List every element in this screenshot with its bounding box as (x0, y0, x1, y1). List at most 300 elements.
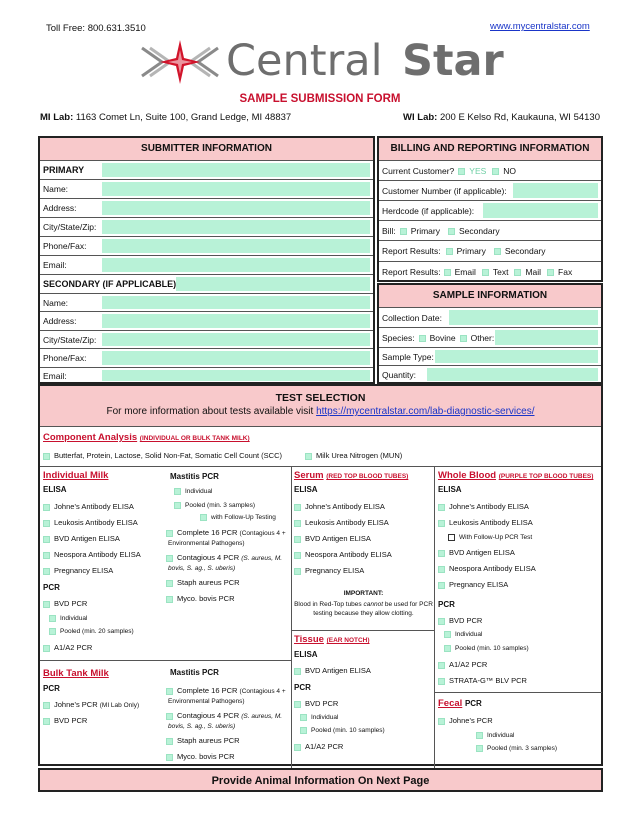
test-selection-header (40, 386, 601, 426)
ind-contagious4-checkbox[interactable] (166, 555, 173, 562)
component-a-label: Butterfat, Protein, Lactose, Solid Non-Fat, Somatic Cell Count (SCC) (54, 451, 283, 460)
ind-bvd-antigen[interactable] (43, 534, 120, 543)
bulk-staph-checkbox[interactable] (166, 738, 173, 745)
whole-pregnancy-checkbox[interactable] (438, 582, 445, 589)
whole-johnes-label: Johne’s Antibody ELISA (449, 502, 529, 511)
primary-name-label: Name: (43, 184, 69, 194)
test-info-text: For more information about tests available visit (106, 406, 314, 417)
bovine-option[interactable] (419, 333, 456, 343)
report-email-label: Email (454, 266, 476, 277)
bovine-checkbox[interactable] (419, 335, 426, 342)
fecal-individual-label: Individual (487, 732, 515, 740)
serum-important-b: be used for (384, 601, 418, 608)
logo-text-light: Central (226, 36, 383, 86)
primary-city-label: City/State/Zip: (43, 222, 97, 232)
mastitis-pooled-checkbox[interactable] (174, 502, 181, 509)
report-email-option[interactable] (444, 267, 476, 277)
serum-elisa-label: ELISA (294, 485, 318, 494)
ind-bvd-individual-label: Individual (60, 615, 88, 623)
tissue-bvd-antigen[interactable] (294, 666, 371, 675)
ind-pcr-label: PCR (43, 583, 60, 592)
serum-title-sub: (RED TOP BLOOD TUBES) (326, 473, 409, 480)
serum-important: IMPORTANT: (343, 590, 384, 597)
ind-a1a2[interactable] (43, 643, 92, 652)
secondary-address-row (40, 311, 373, 330)
species-row (379, 327, 601, 347)
ind-bvd-pcr-label: BVD PCR (54, 599, 88, 608)
ind-complete16-checkbox[interactable] (166, 530, 173, 537)
primary-fill (102, 163, 370, 177)
whole-blood-title-sub: (PURPLE TOP BLOOD TUBES) (498, 473, 594, 480)
other-option[interactable] (460, 333, 495, 343)
bill-primary-label: Primary (410, 225, 440, 236)
ind-bvd-pooled-checkbox[interactable] (49, 628, 56, 635)
primary-name-row (40, 179, 373, 198)
bulk-myco[interactable] (166, 752, 235, 761)
bulk-myco-checkbox[interactable] (166, 754, 173, 761)
serum-important-a: Blood in Red-Top tubes (294, 601, 362, 608)
bovine-label: Bovine (429, 332, 456, 343)
collection-date-label: Collection Date: (382, 312, 443, 323)
whole-bvd-pcr-label: BVD PCR (449, 616, 483, 625)
whole-a1a2-label: A1/A2 PCR (449, 660, 488, 669)
serum-title-text: Serum (294, 470, 324, 481)
serum-leukosis-label: Leukosis Antibody ELISA (305, 518, 389, 527)
report-mail-checkbox[interactable] (514, 269, 521, 276)
mastitis-pooled[interactable] (174, 502, 255, 509)
bulk-johnes-pcr[interactable] (43, 700, 139, 709)
tissue-bvd-pcr-label: BVD PCR (305, 699, 339, 708)
mastitis-followup-label: with Follow-Up Testing (211, 514, 276, 522)
no-option[interactable] (492, 166, 516, 176)
tissue-individual[interactable] (300, 714, 338, 721)
fecal-johnes[interactable] (438, 716, 493, 725)
row-divider-left (40, 660, 291, 661)
serum-leukosis-checkbox[interactable] (294, 520, 301, 527)
report-text-label: Text (492, 266, 509, 277)
current-customer-row (379, 160, 601, 180)
test-selection-section (38, 384, 603, 766)
secondary-phone-label: Phone/Fax: (43, 353, 87, 363)
serum-pregnancy-checkbox[interactable] (294, 568, 301, 575)
report-results-label-2: Report Results: (382, 266, 441, 277)
secondary-row (40, 274, 373, 293)
ind-pregnancy-label: Pregnancy ELISA (54, 566, 114, 575)
other-label: Other: (470, 332, 495, 343)
ind-bvd-pcr-checkbox[interactable] (43, 601, 50, 608)
ind-bvd-antigen-label: BVD Antigen ELISA (54, 534, 120, 543)
serum-title (294, 470, 408, 481)
component-b-label: Milk Urea Nitrogen (MUN) (316, 451, 403, 460)
secondary-address-label: Address: (43, 316, 77, 326)
customer-number-label: Customer Number (if applicable): (382, 185, 507, 196)
component-b-checkbox[interactable] (305, 453, 312, 460)
bulk-complete16[interactable] (166, 686, 286, 695)
yes-option[interactable] (458, 166, 486, 176)
secondary-email-row (40, 367, 373, 383)
serum-johnes-checkbox[interactable] (294, 504, 301, 511)
logo-mark-icon (140, 38, 220, 86)
primary-phone-row (40, 236, 373, 255)
whole-neospora-label: Neospora Antibody ELISA (449, 564, 536, 573)
test-info-line (40, 406, 601, 417)
serum-important-c: PCR testing because they allow clotting. (313, 601, 433, 617)
primary-label: PRIMARY (43, 165, 85, 175)
ind-bvd-pcr[interactable] (43, 599, 87, 608)
whole-followup-checkbox[interactable] (448, 534, 455, 541)
whole-leukosis-label: Leukosis Antibody ELISA (449, 518, 533, 527)
ind-myco-checkbox[interactable] (166, 596, 173, 603)
whole-pregnancy-label: Pregnancy ELISA (449, 580, 509, 589)
report-text-option[interactable] (482, 267, 509, 277)
whole-strata[interactable] (438, 676, 527, 685)
tissue-elisa-label: ELISA (294, 650, 318, 659)
ind-neospora-label: Neospora Antibody ELISA (54, 550, 141, 559)
secondary-address-field[interactable] (102, 314, 370, 328)
form-title: SAMPLE SUBMISSION FORM (239, 93, 401, 105)
mastitis-individual-label: Individual (185, 488, 213, 496)
mastitis-followup[interactable] (200, 514, 276, 521)
whole-individual[interactable] (444, 631, 482, 638)
serum-bvd-antigen-label: BVD Antigen ELISA (305, 534, 371, 543)
secondary-city-row (40, 330, 373, 348)
whole-pooled[interactable] (444, 645, 529, 652)
tissue-a1a2-label: A1/A2 PCR (305, 742, 344, 751)
fecal-individual[interactable] (476, 732, 514, 739)
tissue-bvd-pcr-checkbox[interactable] (294, 701, 301, 708)
bill-label: Bill: (382, 225, 396, 236)
report-fax-label: Fax (558, 266, 573, 277)
other-checkbox[interactable] (460, 335, 467, 342)
bulk-pcr-label: PCR (43, 684, 60, 693)
serum-bvd-antigen[interactable] (294, 534, 371, 543)
secondary-name-field[interactable] (102, 296, 370, 309)
component-title-text: Component Analysis (43, 432, 138, 443)
whole-pooled-label: Pooled (min. 10 samples) (455, 645, 529, 653)
bulk-tank-title: Bulk Tank Milk (43, 668, 109, 679)
sample-type-label: Sample Type: (382, 351, 434, 362)
whole-johnes[interactable] (438, 502, 529, 511)
yes-checkbox[interactable] (458, 168, 465, 175)
mi-lab-address: 1163 Comet Ln, Suite 100, Grand Ledge, MI 48837 (75, 112, 292, 123)
ind-bvd-individual[interactable] (49, 615, 87, 622)
bulk-contagious4-sub2: bovis, S. ag., S. uberis) (168, 723, 236, 730)
website-link[interactable]: www.mycentralstar.com (490, 21, 590, 32)
primary-city-row (40, 217, 373, 236)
whole-followup-label: With Follow-Up PCR Test (459, 534, 533, 542)
collection-date-field[interactable] (449, 310, 598, 325)
report-primary-option[interactable] (446, 246, 486, 256)
component-title-sub: (INDIVIDUAL OR BULK TANK MILK) (139, 435, 250, 442)
ind-staph-label: Staph aureus PCR (177, 578, 240, 587)
secondary-phone-row (40, 348, 373, 367)
primary-name-field[interactable] (102, 182, 370, 196)
whole-leukosis-checkbox[interactable] (438, 520, 445, 527)
mi-lab-label: MI Lab: (40, 112, 74, 123)
report-secondary-checkbox[interactable] (494, 248, 501, 255)
tissue-title (294, 634, 370, 645)
tissue-a1a2-checkbox[interactable] (294, 744, 301, 751)
test-selection-heading: TEST SELECTION (275, 392, 366, 404)
customer-number-field[interactable] (513, 183, 598, 198)
serum-neospora-label: Neospora Antibody ELISA (305, 550, 392, 559)
secondary-phone-field[interactable] (102, 351, 370, 365)
ind-johnes-elisa-label: Johne’s Antibody ELISA (54, 502, 134, 511)
tissue-title-text: Tissue (294, 634, 324, 645)
primary-phone-field[interactable] (102, 239, 370, 253)
primary-row (40, 160, 373, 179)
mi-lab (40, 112, 291, 123)
whole-followup[interactable] (448, 534, 532, 541)
ind-complete16[interactable] (166, 528, 286, 537)
logo (140, 38, 510, 86)
ind-bvd-antigen-checkbox[interactable] (43, 536, 50, 543)
ind-myco-label: Myco. bovis PCR (177, 594, 235, 603)
primary-email-row (40, 255, 373, 274)
tissue-pcr-label: PCR (294, 683, 311, 692)
tissue-pooled[interactable] (300, 727, 385, 734)
report-email-checkbox[interactable] (444, 269, 451, 276)
mastitis-individual[interactable] (174, 488, 212, 495)
fecal-individual-checkbox[interactable] (476, 732, 483, 739)
ind-elisa-label: ELISA (43, 485, 67, 494)
ind-myco[interactable] (166, 594, 235, 603)
fecal-title-text: Fecal (438, 698, 463, 709)
ind-leukosis-elisa-label: Leukosis Antibody ELISA (54, 518, 138, 527)
component-a-checkbox[interactable] (43, 453, 50, 460)
secondary-email-field[interactable] (102, 370, 370, 381)
bulk-myco-label: Myco. bovis PCR (177, 752, 235, 761)
mastitis-title: Mastitis PCR (170, 472, 219, 481)
whole-bvd-antigen-label: BVD Antigen ELISA (449, 548, 515, 557)
fecal-pcr-label: PCR (464, 699, 482, 708)
bulk-complete16-checkbox[interactable] (166, 688, 173, 695)
bill-secondary-option[interactable] (448, 226, 500, 236)
report-fax-option[interactable] (547, 267, 572, 277)
mastitis-followup-checkbox[interactable] (200, 514, 207, 521)
tissue-bvd-pcr[interactable] (294, 699, 338, 708)
ind-leukosis-elisa[interactable] (43, 518, 138, 527)
bulk-contagious4-label: Contagious 4 PCR (177, 711, 240, 720)
tissue-pooled-label: Pooled (min. 10 samples) (311, 727, 385, 735)
bulk-bvd-pcr-label: BVD PCR (54, 716, 88, 725)
herdcode-label: Herdcode (if applicable): (382, 205, 475, 216)
secondary-fill (176, 277, 370, 291)
ind-johnes-elisa[interactable] (43, 502, 134, 511)
bulk-mi-only: (MI Lab Only) (99, 702, 140, 709)
whole-pregnancy[interactable] (438, 580, 508, 589)
tissue-title-sub: (EAR NOTCH) (326, 637, 370, 644)
ind-contagious4-label: Contagious 4 PCR (177, 553, 240, 562)
bulk-contagious4-sub: (S. aureus, M. (241, 713, 283, 720)
ind-staph[interactable] (166, 578, 240, 587)
collection-date-row (379, 307, 601, 327)
secondary-label: SECONDARY (IF APPLICABLE) (43, 279, 177, 289)
primary-address-row (40, 198, 373, 217)
whole-individual-label: Individual (455, 631, 483, 639)
report-secondary-label: Secondary (504, 246, 546, 256)
ind-a1a2-label: A1/A2 PCR (54, 643, 93, 652)
whole-strata-checkbox[interactable] (438, 678, 445, 685)
whole-pooled-checkbox[interactable] (444, 645, 451, 652)
ind-complete16-sub2: Environmental Pathogens) (168, 540, 245, 547)
quantity-row (379, 365, 601, 383)
primary-email-label: Email: (43, 260, 67, 270)
report-results-label-1: Report Results: (382, 246, 441, 256)
whole-strata-label: STRATA-G™ BLV PCR (449, 676, 527, 685)
component-title (43, 432, 250, 443)
species-label: Species: (382, 332, 415, 343)
quantity-label: Quantity: (382, 369, 417, 380)
fecal-title (438, 698, 482, 709)
billing-heading: BILLING AND REPORTING INFORMATION (379, 138, 601, 160)
tissue-a1a2[interactable] (294, 742, 343, 751)
report-results-row-1 (379, 240, 601, 261)
report-secondary-option[interactable] (494, 246, 546, 256)
ind-pregnancy[interactable] (43, 566, 113, 575)
serum-johnes-label: Johne’s Antibody ELISA (305, 502, 385, 511)
primary-address-field[interactable] (102, 201, 370, 215)
serum-neospora[interactable] (294, 550, 392, 559)
component-option-a[interactable] (43, 451, 282, 460)
primary-city-field[interactable] (102, 220, 370, 234)
sample-type-field[interactable] (435, 350, 598, 363)
serum-pregnancy[interactable] (294, 566, 364, 575)
test-info-link[interactable]: https://mycentralstar.com/lab-diagnostic-services/ (316, 406, 535, 417)
whole-johnes-checkbox[interactable] (438, 504, 445, 511)
individual-milk-title: Individual Milk (43, 470, 109, 481)
ind-bvd-pooled[interactable] (49, 628, 134, 635)
secondary-city-field[interactable] (102, 333, 370, 346)
ind-bvd-individual-checkbox[interactable] (49, 615, 56, 622)
primary-phone-label: Phone/Fax: (43, 241, 87, 251)
ind-staph-checkbox[interactable] (166, 580, 173, 587)
bulk-contagious4[interactable] (166, 711, 282, 720)
ind-bvd-pooled-label: Pooled (min. 20 samples) (60, 628, 134, 636)
whole-blood-title-text: Whole Blood (438, 470, 497, 481)
tissue-individual-checkbox[interactable] (300, 714, 307, 721)
mastitis-individual-checkbox[interactable] (174, 488, 181, 495)
secondary-name-label: Name: (43, 297, 69, 308)
row-divider-1 (40, 466, 601, 467)
fecal-pooled[interactable] (476, 745, 557, 752)
sample-type-row (379, 347, 601, 365)
ind-complete16-label: Complete 16 PCR (177, 528, 238, 537)
toll-free: Toll Free: 800.631.3510 (46, 23, 146, 34)
fecal-pooled-label: Pooled (min. 3 samples) (487, 745, 558, 753)
submitter-section (38, 136, 375, 384)
ind-pregnancy-checkbox[interactable] (43, 568, 50, 575)
no-label: NO (503, 165, 517, 176)
component-option-b[interactable] (305, 451, 402, 460)
bill-primary-checkbox[interactable] (400, 228, 407, 235)
whole-bvd-pcr-checkbox[interactable] (438, 618, 445, 625)
bulk-johnes-pcr-checkbox[interactable] (43, 702, 50, 709)
primary-email-field[interactable] (102, 258, 370, 272)
serum-bvd-antigen-checkbox[interactable] (294, 536, 301, 543)
quantity-field[interactable] (427, 368, 598, 381)
bill-secondary-label: Secondary (458, 225, 500, 236)
serum-leukosis[interactable] (294, 518, 389, 527)
ind-johnes-elisa-checkbox[interactable] (43, 504, 50, 511)
bulk-johnes-pcr-label: Johne’s PCR (54, 700, 98, 709)
bulk-staph[interactable] (166, 736, 240, 745)
ind-neospora-checkbox[interactable] (43, 552, 50, 559)
report-fax-checkbox[interactable] (547, 269, 554, 276)
tissue-bvd-antigen-label: BVD Antigen ELISA (305, 666, 371, 675)
wi-lab-address: 200 E Kelso Rd, Kaukauna, WI 54130 (439, 112, 600, 123)
bulk-bvd-pcr[interactable] (43, 716, 87, 725)
whole-individual-checkbox[interactable] (444, 631, 451, 638)
sample-heading: SAMPLE INFORMATION (379, 285, 601, 307)
fecal-johnes-label: Johne’s PCR (449, 716, 493, 725)
report-primary-checkbox[interactable] (446, 248, 453, 255)
bill-primary-option[interactable] (400, 226, 440, 236)
report-text-checkbox[interactable] (482, 269, 489, 276)
tissue-pooled-checkbox[interactable] (300, 727, 307, 734)
secondary-city-label: City/State/Zip: (43, 334, 97, 345)
billing-section (377, 136, 603, 282)
whole-neospora-checkbox[interactable] (438, 566, 445, 573)
bulk-bvd-pcr-checkbox[interactable] (43, 718, 50, 725)
whole-leukosis[interactable] (438, 518, 533, 527)
herdcode-field[interactable] (483, 203, 598, 218)
species-other-field[interactable] (495, 330, 598, 345)
ind-contagious4[interactable] (166, 553, 282, 562)
bulk-complete16-sub: (Contagious 4 + (239, 688, 286, 695)
bill-secondary-checkbox[interactable] (448, 228, 455, 235)
row-divider-serum (291, 630, 434, 631)
no-checkbox[interactable] (492, 168, 499, 175)
yes-label: YES (469, 165, 487, 176)
bulk-mastitis-title: Mastitis PCR (170, 668, 219, 677)
fecal-pooled-checkbox[interactable] (476, 745, 483, 752)
whole-neospora[interactable] (438, 564, 536, 573)
whole-a1a2-checkbox[interactable] (438, 662, 445, 669)
serum-important-text (292, 601, 435, 619)
report-mail-option[interactable] (514, 267, 541, 277)
ind-contagious4-sub2: bovis, S. ag., S. uberis) (168, 565, 236, 572)
serum-pregnancy-label: Pregnancy ELISA (305, 566, 365, 575)
ind-a1a2-checkbox[interactable] (43, 645, 50, 652)
serum-johnes[interactable] (294, 502, 385, 511)
fecal-johnes-checkbox[interactable] (438, 718, 445, 725)
tissue-bvd-antigen-checkbox[interactable] (294, 668, 301, 675)
customer-number-row (379, 180, 601, 200)
tissue-individual-label: Individual (311, 714, 339, 722)
serum-neospora-checkbox[interactable] (294, 552, 301, 559)
mastitis-pooled-label: Pooled (min. 3 samples) (185, 502, 256, 510)
secondary-email-label: Email: (43, 370, 67, 381)
bulk-complete16-sub2: Environmental Pathogens) (168, 698, 245, 705)
secondary-name-row (40, 293, 373, 311)
herdcode-row (379, 200, 601, 220)
bill-row (379, 220, 601, 240)
logo-text-bold: Star (402, 36, 504, 86)
whole-pcr-label: PCR (438, 600, 455, 609)
ind-leukosis-elisa-checkbox[interactable] (43, 520, 50, 527)
whole-bvd-antigen-checkbox[interactable] (438, 550, 445, 557)
whole-bvd-antigen[interactable] (438, 548, 515, 557)
ind-complete16-sub: (Contagious 4 + (239, 530, 286, 537)
report-results-row-2 (379, 261, 601, 281)
ind-neospora[interactable] (43, 550, 141, 559)
whole-a1a2[interactable] (438, 660, 487, 669)
bulk-contagious4-checkbox[interactable] (166, 713, 173, 720)
whole-bvd-pcr[interactable] (438, 616, 482, 625)
current-customer-label: Current Customer? (382, 165, 455, 176)
wi-lab (403, 112, 600, 123)
